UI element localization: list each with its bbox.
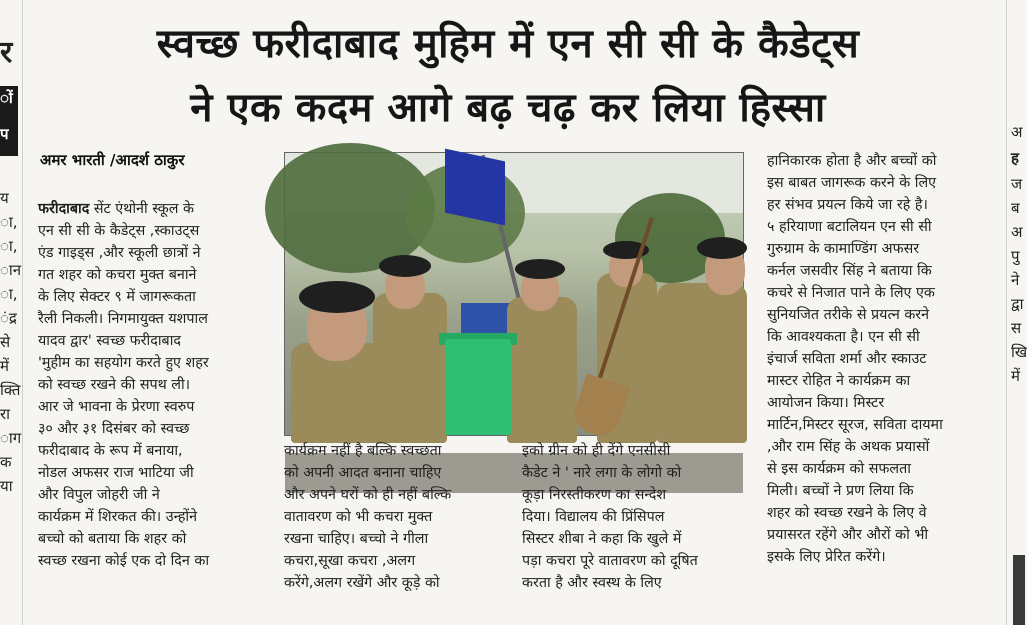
text-line: फरीदाबाद के रूप में बनाया, xyxy=(38,443,183,459)
text-line: नोडल अफसर राज भाटिया जी xyxy=(38,465,194,481)
left-fragment: ान xyxy=(0,261,22,279)
article-column-3 xyxy=(522,440,748,594)
dustbin-icon xyxy=(445,339,511,435)
text-line: सुनियजित तरीके से प्रयत्न करने xyxy=(767,307,930,323)
right-fragment: अ xyxy=(1011,123,1023,141)
left-fragment: या xyxy=(0,477,13,495)
text-line: हर संभव प्रयत्न किये जा रहे है। xyxy=(767,197,928,213)
left-fragment: प xyxy=(0,125,9,143)
left-fragment: क्ति xyxy=(0,381,21,399)
text-line: और विपुल जोहरी जी ने xyxy=(38,487,160,503)
text-line: इस बाबत जागरूक करने के लिए xyxy=(767,175,937,191)
text-line: स्वच्छ रखना कोई एक दो दिन का xyxy=(38,553,210,569)
cadet-figure xyxy=(657,283,747,443)
text-line: फरीदाबाद सेंट एंथोनी स्कूल के xyxy=(38,201,194,217)
left-fragment: ा, xyxy=(0,237,18,255)
left-fragment: ाग xyxy=(0,429,22,447)
text-line: करता है और स्वस्थ के लिए xyxy=(522,575,662,591)
right-neighbour-column xyxy=(1006,0,1025,625)
left-fragment: ा, xyxy=(0,213,18,231)
left-fragment: से xyxy=(0,333,11,351)
text-line: इसके लिए प्रेरित करेंगे। xyxy=(767,549,886,565)
headline-line-2: ने एक कदम आगे बढ़ चढ़ कर लिया हिस्सा xyxy=(190,85,826,131)
text-line: कार्यक्रम नहीं है बल्कि स्वच्छता xyxy=(284,443,442,459)
text-line: पड़ा कचरा पूरे वातावरण को दूषित xyxy=(522,553,698,569)
text-line: यादव द्वार' स्वच्छ फरीदाबाद xyxy=(38,333,181,349)
left-fragment: ा, xyxy=(0,285,18,303)
text-line: ३० और ३१ दिसंबर को स्वच्छ xyxy=(38,421,190,437)
news-photo-ncc-cadets xyxy=(284,152,744,436)
right-fragment: स xyxy=(1011,319,1022,337)
text-line: को अपनी आदत बनाना चाहिए xyxy=(284,465,442,481)
text-line: ,और राम सिंह के अथक प्रयासों xyxy=(767,439,930,455)
text-line: शहर को स्वच्छ रखने के लिए वे xyxy=(767,505,927,521)
flag-icon xyxy=(445,149,505,226)
text-line: और अपने घरों को ही नहीं बल्कि xyxy=(284,487,452,503)
text-line: हानिकारक होता है और बच्चों को xyxy=(767,153,937,169)
text-line: 'मुहीम का सहयोग करते हुए शहर xyxy=(38,355,209,371)
right-photo-edge xyxy=(1013,555,1025,625)
right-fragment: ब xyxy=(1011,199,1020,217)
right-fragment: द्वा xyxy=(1011,295,1024,313)
text-line: गत शहर को कचरा मुक्त बनाने xyxy=(38,267,197,283)
left-fragment: क xyxy=(0,453,12,471)
text-line: दिया। विद्यालय की प्रिंसिपल xyxy=(522,509,665,525)
cadet-cap xyxy=(697,237,747,259)
text-line: गुरुग्राम के कामाण्डिंग अफसर xyxy=(767,241,920,257)
article-column-4 xyxy=(767,150,989,568)
text-line: सिस्टर शीबा ने कहा कि खुले में xyxy=(522,531,682,547)
article-column-1 xyxy=(38,198,262,572)
text-line: एन सी सी के कैडेट्स ,स्काउट्स xyxy=(38,223,200,239)
text-line: कैडेट ने ' नारे लगा के लोगो को xyxy=(522,465,682,481)
text-line: कूड़ा निरस्तीकरण का सन्देश xyxy=(522,487,667,503)
text-line: प्रयासरत रहेंगे और औरों को भी xyxy=(767,527,929,543)
text-line: कि आवश्यकता है। एन सी सी xyxy=(767,329,920,345)
text-line: मास्टर रोहित ने कार्यक्रम का xyxy=(767,373,911,389)
text-line: आयोजन किया। मिस्टर xyxy=(767,395,885,411)
text-line: करेंगे,अलग रखेंगे और कूड़े को xyxy=(284,575,440,591)
left-fragment: र xyxy=(0,35,13,70)
text-line: से इस कार्यक्रम को सफलता xyxy=(767,461,911,477)
byline: अमर भारती /आदर्श ठाकुर xyxy=(40,151,185,169)
text-line: कार्यक्रम में शिरकत की। उन्होंने xyxy=(38,509,198,525)
text-line: कर्नल जसवीर सिंह ने बताया कि xyxy=(767,263,932,279)
article-column-2 xyxy=(284,440,508,594)
cadet-cap xyxy=(515,259,565,279)
text-line: इको ग्रीन को ही देंगे एनसीसी xyxy=(522,443,671,459)
text-line: के लिए सेक्टर ९ में जागरूकता xyxy=(38,289,196,305)
left-fragment: ों xyxy=(0,89,13,107)
text-line: ५ हरियाणा बटालियन एन सी सी xyxy=(767,219,932,235)
text-line: बच्चो को बताया कि शहर को xyxy=(38,531,187,547)
cadet-cap xyxy=(379,255,431,277)
text-line: रखना चाहिए। बच्चो ने गीला xyxy=(284,531,429,547)
cadet-figure xyxy=(373,293,447,443)
right-fragment: खि xyxy=(1011,343,1027,361)
text-line: कचरा,सूखा कचरा ,अलग xyxy=(284,553,416,569)
right-fragment: ह xyxy=(1011,149,1019,167)
cadet-figure xyxy=(507,297,577,443)
text-line: आर जे भावना के प्रेरणा स्वरुप xyxy=(38,399,195,415)
cadet-cap xyxy=(299,281,375,313)
right-fragment: ने xyxy=(1011,271,1020,289)
dateline: फरीदाबाद xyxy=(38,201,90,217)
right-fragment: अ xyxy=(1011,223,1023,241)
left-fragment: ंद्र xyxy=(0,309,17,327)
right-fragment: ज xyxy=(1011,175,1023,193)
left-fragment: में xyxy=(0,357,9,375)
headline-line-1: स्वच्छ फरीदाबाद मुहिम में एन सी सी के कैडेट्स xyxy=(156,21,860,67)
text-line: मार्टिन,मिस्टर सूरज, सविता दायमा xyxy=(767,417,943,433)
text-line: इंचार्ज सविता शर्मा और स्काउट xyxy=(767,351,927,367)
text-line: एंड गाइड्स ,और स्कूली छात्रों ने xyxy=(38,245,201,261)
text-line: वातावरण को भी कचरा मुक्त xyxy=(284,509,433,525)
left-fragment: रा xyxy=(0,405,11,423)
right-fragment: पु xyxy=(1011,247,1020,265)
left-fragment: य xyxy=(0,189,9,207)
right-fragment: में xyxy=(1011,367,1020,385)
text-line: रैली निकली। निगमायुक्त यशपाल xyxy=(38,311,208,327)
text-line: को स्वच्छ रखने की सपथ ली। xyxy=(38,377,191,393)
text-line: मिली। बच्चों ने प्रण लिया कि xyxy=(767,483,914,499)
text-line: कचरे से निजात पाने के लिए एक xyxy=(767,285,935,301)
